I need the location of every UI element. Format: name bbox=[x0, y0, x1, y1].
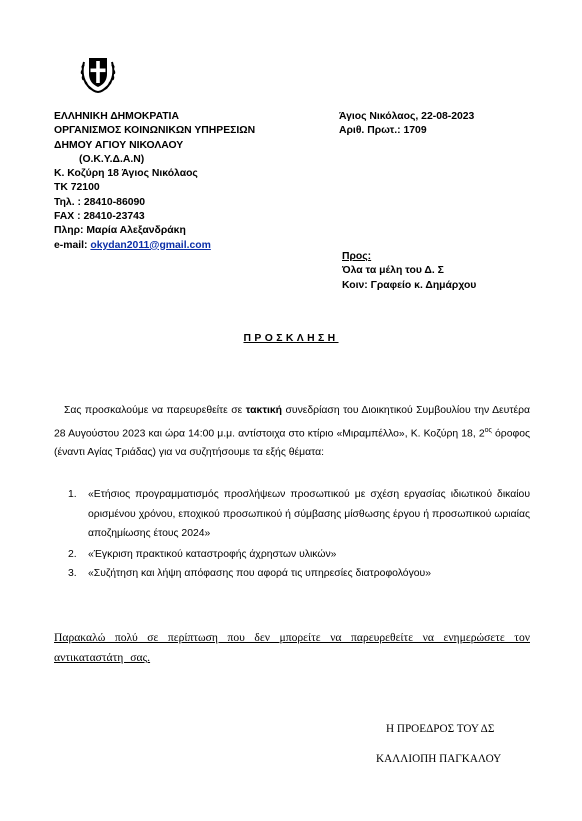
recipients bbox=[342, 250, 476, 293]
header-line-phone: Τηλ. : 28410-86090 bbox=[54, 196, 146, 208]
item-number: 3. bbox=[68, 568, 77, 579]
header-line-email bbox=[54, 239, 255, 253]
greek-coat-of-arms-icon bbox=[78, 52, 118, 94]
list-item bbox=[54, 485, 530, 544]
agenda-list bbox=[54, 485, 530, 584]
recipients-cc: Κοιν: Γραφείο κ. Δημάρχου bbox=[342, 279, 477, 291]
email-label: e-mail: bbox=[54, 239, 91, 251]
header-line-organization: ΟΡΓΑΝΙΣΜΟΣ ΚΟΙΝΩΝΙΚΩΝ ΥΠΗΡΕΣΙΩΝ bbox=[54, 125, 256, 137]
email-link[interactable]: okydan2011@gmail.com bbox=[90, 239, 211, 251]
body-part-1: Σας προσκαλούμε να παρευρεθείτε σε bbox=[64, 405, 246, 416]
header-line-acronym: (Ο.Κ.Υ.Δ.Α.Ν) bbox=[79, 153, 145, 165]
signature-role: Η ΠΡΟΕΔΡΟΣ ΤΟΥ ΔΣ bbox=[386, 723, 495, 735]
list-item bbox=[54, 545, 530, 565]
document-title: ΠΡΟΣΚΛΗΣΗ bbox=[243, 333, 339, 344]
header-line-address: Κ. Κοζύρη 18 Άγιος Νικόλαος bbox=[54, 168, 198, 180]
body-part-2: συνεδρίαση του Διοικητικού Συμβουλίου την Δευτέρα 28 Αυγούστου 2023 και ώρα 14:00 μ.μ. αντίστοιχα στο κτίριο «Μιραμπέλλο», Κ. Κοζύρη 18, 2 bbox=[54, 405, 530, 439]
signature-name: ΚΑΛΛΙΟΠΗ ΠΑΓΚΑΛΟΥ bbox=[376, 753, 502, 765]
list-item bbox=[54, 564, 530, 584]
item-number: 1. bbox=[68, 489, 77, 500]
invitation-paragraph bbox=[54, 401, 530, 463]
protocol-number: Αριθ. Πρωτ.: 1709 bbox=[339, 125, 427, 137]
item-text: «Έγκριση πρακτικού καταστροφής άχρηστων υλικών» bbox=[88, 548, 337, 560]
header-line-fax: FAX : 28410-23743 bbox=[54, 211, 145, 223]
body-part-3: όροφος (έναντι Αγίας Τριάδας) για να συζητήσουμε τα εξής θέματα: bbox=[54, 427, 530, 459]
header-line-municipality: ΔΗΜΟΥ ΑΓΙΟΥ ΝΙΚΟΛΑΟΥ bbox=[54, 139, 184, 151]
item-text: «Ετήσιος προγραμματισμός προσλήψεων προσωπικού με σχέση εργασίας ιδιωτικού δικαίου ορισμένου χρόνου, εποχικού προσωπικού ή σύμβασης μίσθωσης έργου ή προσωπικού ωριαίας αποζημίωσης έτους 2024» bbox=[88, 489, 530, 539]
header-line-contact: Πληρ: Μαρία Αλεξανδράκη bbox=[54, 225, 186, 237]
header-line-country: ΕΛΛΗΝΙΚΗ ΔΗΜΟΚΡΑΤΙΑ bbox=[54, 111, 179, 122]
header-line-postcode: ΤΚ 72100 bbox=[54, 182, 100, 194]
issuer-header bbox=[54, 110, 255, 253]
recipients-to: Όλα τα μέλη του Δ. Σ bbox=[342, 265, 444, 277]
place-date: Άγιος Νικόλαος, 22-08-2023 bbox=[339, 111, 475, 122]
recipients-label: Προς: bbox=[342, 251, 372, 262]
item-number: 2. bbox=[68, 548, 77, 560]
document-meta bbox=[339, 110, 474, 139]
body-floor-suffix: ος bbox=[484, 426, 492, 434]
body-meeting-type: τακτική bbox=[245, 405, 282, 416]
item-text: «Συζήτηση και λήψη απόφασης που αφορά τις υπηρεσίες διατροφολόγου» bbox=[88, 568, 432, 579]
replacement-note: Παρακαλώ πολύ σε περίπτωση που δεν μπορείτε να παρευρεθείτε να ενημερώσετε τον αντικαταστάτη σας. bbox=[54, 631, 530, 664]
